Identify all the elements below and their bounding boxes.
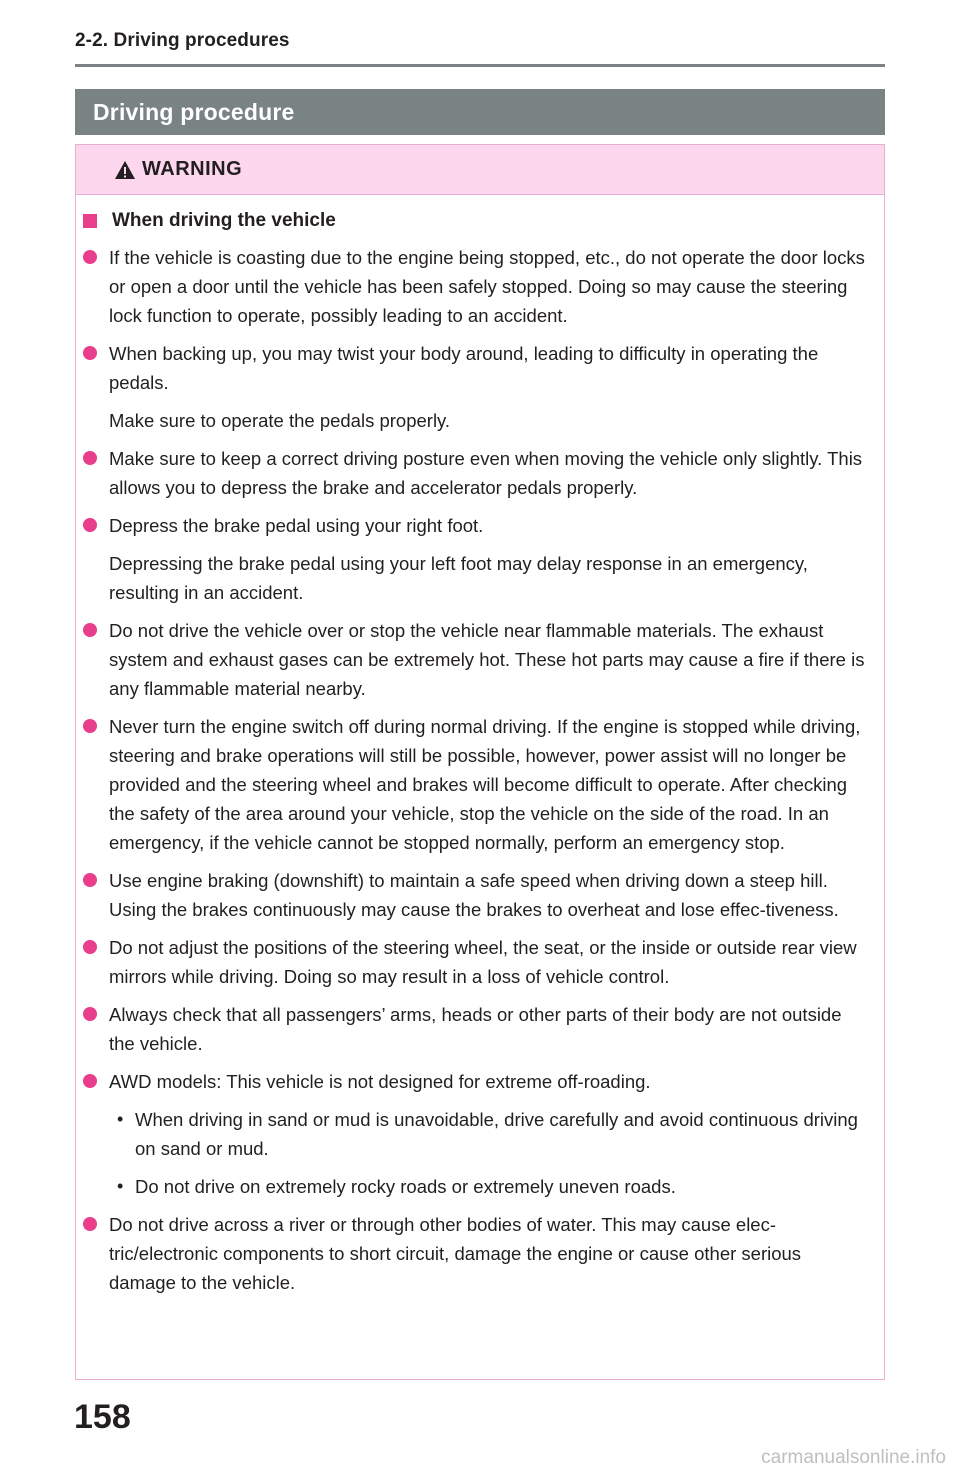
list-item-paragraph: When backing up, you may twist your body around, leading to difficulty in operating the pedals. <box>109 343 819 393</box>
sub-list-item <box>109 1105 872 1163</box>
list-item <box>83 712 872 857</box>
sub-list-item-text: Do not drive on extremely rocky roads or extremely uneven roads. <box>135 1176 676 1197</box>
circle-bullet-icon <box>83 1217 97 1231</box>
list-item-content <box>109 444 872 502</box>
list-item-paragraph: Make sure to keep a correct driving posture even when moving the vehicle only slightly. This allows you to depress the brake and accelerator pedals properly. <box>109 448 863 498</box>
circle-bullet-icon <box>83 623 97 637</box>
list-item-content <box>109 866 872 924</box>
list-item <box>83 1000 872 1058</box>
warning-header <box>76 145 884 195</box>
circle-bullet-icon <box>83 518 97 532</box>
list-item-content <box>109 511 872 607</box>
section-title-bar <box>75 89 885 135</box>
list-item <box>83 339 872 435</box>
list-item-content <box>109 712 872 857</box>
list-item <box>83 866 872 924</box>
watermark-text: carmanualsonline.info <box>761 1447 946 1468</box>
list-item-paragraph: Never turn the engine switch off during normal driving. If the engine is stopped while driving, steering and brake operations will still be possible, however, power assist will no longer be provided and the steering wheel and brakes will become difficult to operate. After checking the safety of the area around your vehicle, stop the vehicle on the side of the road. In an emergency, if the vehicle cannot be stopped normally, perform an emergency stop. <box>109 716 861 853</box>
list-item-paragraph: Depressing the brake pedal using your left foot may delay response in an emergency, resulting in an accident. <box>109 553 808 603</box>
list-item-content <box>109 339 872 435</box>
list-item <box>83 1210 872 1297</box>
list-item <box>83 616 872 703</box>
circle-bullet-icon <box>83 250 97 264</box>
list-item-content <box>109 1067 872 1201</box>
circle-bullet-icon <box>83 346 97 360</box>
warning-label: WARNING <box>142 158 243 180</box>
circle-bullet-icon <box>83 873 97 887</box>
list-item-paragraph: AWD models: This vehicle is not designed for extreme off-roading. <box>109 1071 651 1092</box>
square-bullet-icon <box>83 214 97 228</box>
circle-bullet-icon <box>83 719 97 733</box>
list-item-paragraph: Do not adjust the positions of the steering wheel, the seat, or the inside or outside rear view mirrors while driving. Doing so may result in a loss of vehicle control. <box>109 937 857 987</box>
circle-bullet-icon <box>83 940 97 954</box>
warning-body <box>76 195 884 1297</box>
list-item-paragraph: Do not drive across a river or through other bodies of water. This may cause elec-tric/electronic components to short circuit, damage the engine or cause other serious damage to the vehicle. <box>109 1214 802 1293</box>
list-item <box>83 444 872 502</box>
list-item <box>83 1067 872 1201</box>
list-item-content <box>109 1210 872 1297</box>
header-divider <box>75 64 885 67</box>
warning-triangle-icon <box>114 160 136 180</box>
list-item-paragraph: Always check that all passengers’ arms, heads or other parts of their body are not outside the vehicle. <box>109 1004 842 1054</box>
warning-list <box>83 243 872 1297</box>
small-bullet-icon: • <box>117 1176 124 1196</box>
list-item-paragraph: Make sure to operate the pedals properly. <box>109 410 451 431</box>
warning-subheading <box>83 209 872 233</box>
list-item <box>83 243 872 330</box>
circle-bullet-icon <box>83 1074 97 1088</box>
list-item-content <box>109 616 872 703</box>
list-item-content <box>109 933 872 991</box>
chapter-header: 2-2. Driving procedures <box>75 30 290 51</box>
warning-box <box>75 144 885 1380</box>
sub-list-item <box>109 1172 872 1201</box>
page-number: 158 <box>74 1398 131 1436</box>
list-item-content <box>109 243 872 330</box>
list-item <box>83 511 872 607</box>
small-bullet-icon: • <box>117 1109 124 1129</box>
circle-bullet-icon <box>83 1007 97 1021</box>
list-item-paragraph: Do not drive the vehicle over or stop the vehicle near flammable materials. The exhaust system and exhaust gases can be extremely hot. These hot parts may cause a fire if there is any flammable material nearby. <box>109 620 865 699</box>
list-item-paragraph: If the vehicle is coasting due to the engine being stopped, etc., do not operate the door locks or open a door until the vehicle has been safely stopped. Doing so may cause the steering lock function to operate, possibly leading to an accident. <box>109 247 865 326</box>
list-item-content <box>109 1000 872 1058</box>
list-item-paragraph: Depress the brake pedal using your right foot. <box>109 515 484 536</box>
sub-list-item-text: When driving in sand or mud is unavoidable, drive carefully and avoid continuous driving on sand or mud. <box>135 1109 858 1159</box>
warning-subheading-text: When driving the vehicle <box>112 210 336 231</box>
circle-bullet-icon <box>83 451 97 465</box>
list-item <box>83 933 872 991</box>
list-item-paragraph: Use engine braking (downshift) to maintain a safe speed when driving down a steep hill. Using the brakes continuously may cause the brakes to overheat and lose effec-tiveness. <box>109 870 839 920</box>
section-title: Driving procedure <box>93 98 295 125</box>
